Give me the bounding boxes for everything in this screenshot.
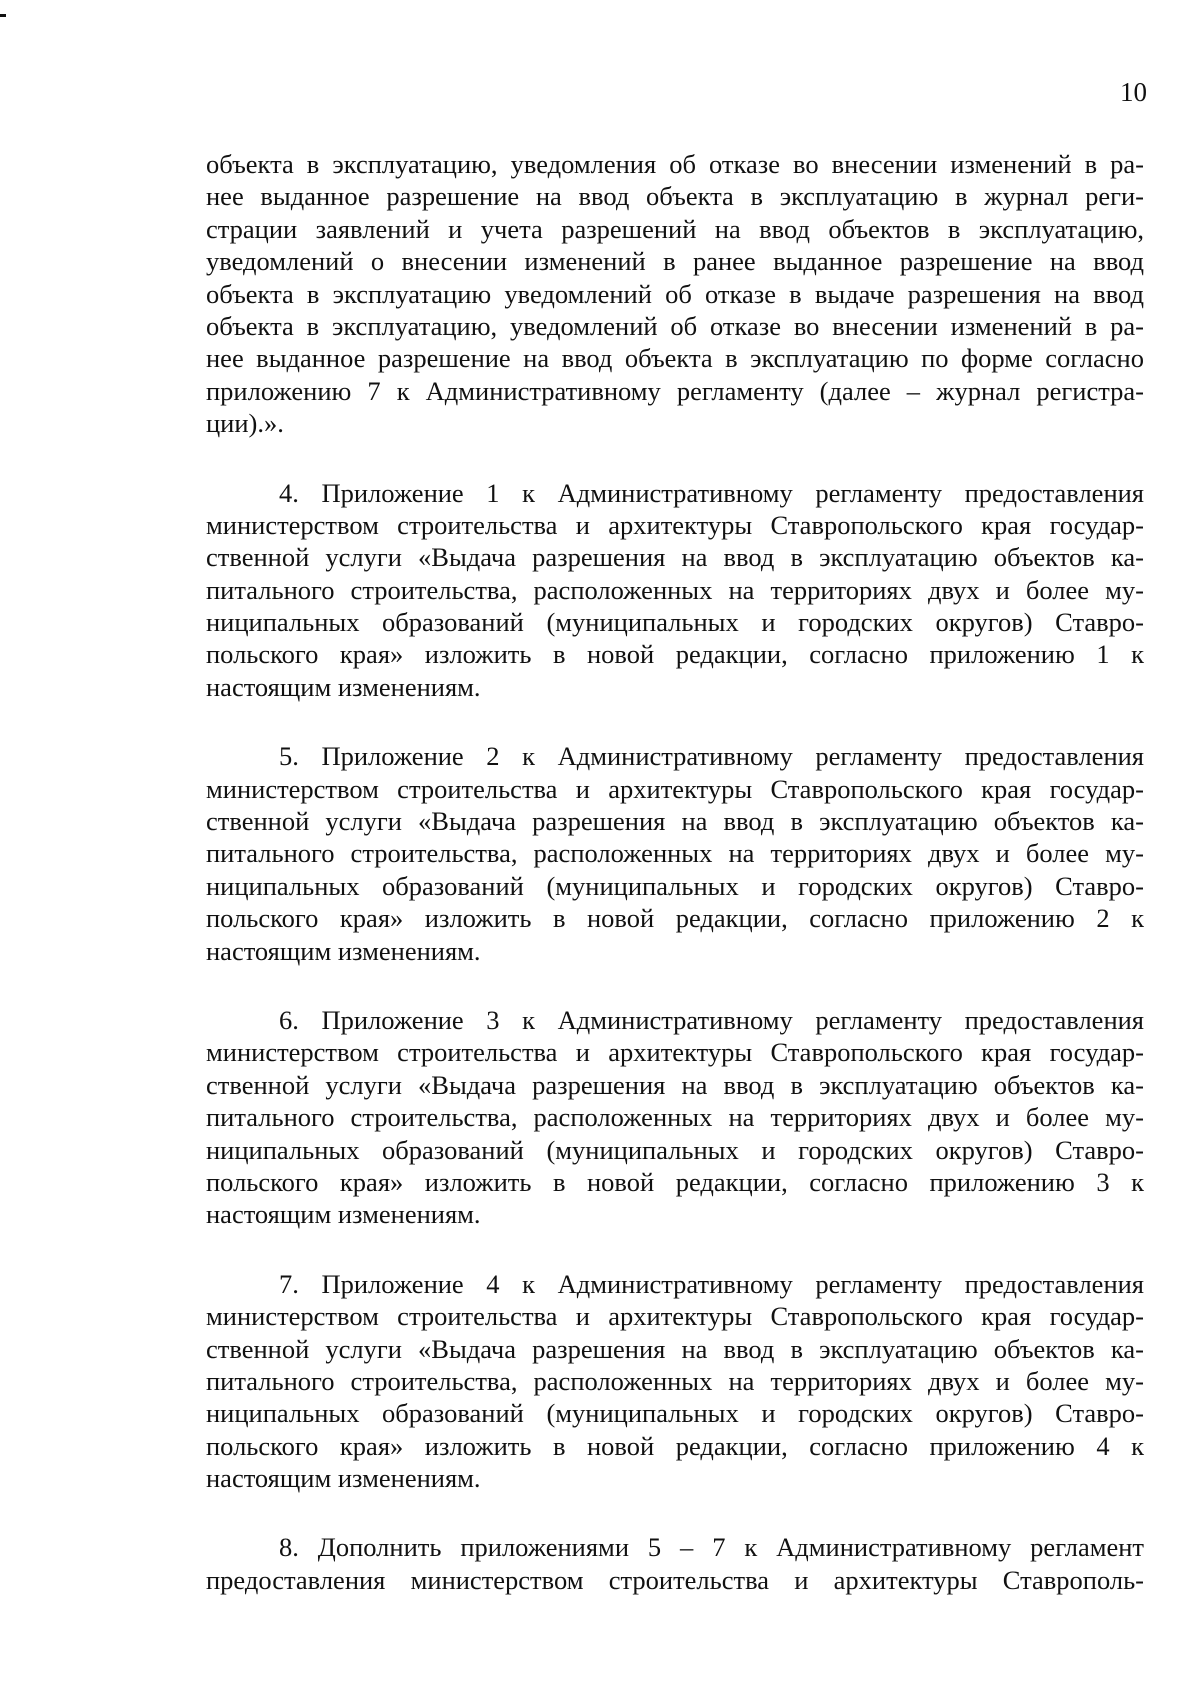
- text-line: ниципальных образований (муниципальных и городских округов) Ставро-: [206, 870, 1144, 901]
- text-line: ниципальных образований (муниципальных и городских округов) Ставро-: [206, 1398, 1144, 1429]
- text-line: польского края» изложить в новой редакции, согласно приложению 4 к: [206, 1430, 1144, 1461]
- text-line: настоящим изменениям.: [206, 671, 481, 702]
- text-line: ственной услуги «Выдача разрешения на ввод в эксплуатацию объектов ка-: [206, 806, 1144, 837]
- text-line: министерством строительства и архитектуры Ставропольского края государ-: [206, 1037, 1144, 1068]
- scan-artifact: [0, 14, 6, 17]
- text-line: объекта в эксплуатацию, уведомления об отказе во внесении изменений в ра-: [206, 149, 1144, 179]
- text-line: питального строительства, расположенных на территориях двух и более му-: [206, 574, 1144, 605]
- text-line: приложению 7 к Административному регламенту (далее – журнал регистра-: [206, 375, 1144, 406]
- text-line: министерством строительства и архитектуры Ставропольского края государ-: [206, 773, 1144, 804]
- text-line: ниципальных образований (муниципальных и городских округов) Ставро-: [206, 1134, 1144, 1165]
- text-line: нее выданное разрешение на ввод объекта в эксплуатацию в журнал реги-: [206, 181, 1144, 212]
- text-line: питального строительства, расположенных на территориях двух и более му-: [206, 1102, 1144, 1133]
- text-line: настоящим изменениям.: [206, 1463, 481, 1494]
- text-line: питального строительства, расположенных на территориях двух и более му-: [206, 838, 1144, 869]
- text-line: настоящим изменениям.: [206, 935, 481, 966]
- text-line: настоящим изменениям.: [206, 1199, 481, 1230]
- text-line: ственной услуги «Выдача разрешения на ввод в эксплуатацию объектов ка-: [206, 1333, 1144, 1364]
- text-line: уведомлений о внесении изменений в ранее выданное разрешение на ввод: [206, 246, 1144, 277]
- document-body: [206, 148, 1144, 1596]
- page-number: 10: [1120, 77, 1147, 107]
- text-line: министерством строительства и архитектуры Ставропольского края государ-: [206, 1301, 1144, 1332]
- text-line: питального строительства, расположенных на территориях двух и более му-: [206, 1365, 1144, 1396]
- text-line: 7. Приложение 4 к Административному регламенту предоставления: [279, 1268, 1144, 1299]
- text-line: польского края» изложить в новой редакции, согласно приложению 3 к: [206, 1166, 1144, 1197]
- text-line: ции).».: [206, 408, 284, 439]
- text-line: ственной услуги «Выдача разрешения на ввод в эксплуатацию объектов ка-: [206, 542, 1144, 573]
- text-line: польского края» изложить в новой редакции, согласно приложению 1 к: [206, 639, 1144, 670]
- text-line: нее выданное разрешение на ввод объекта в эксплуатацию по форме согласно: [206, 343, 1144, 374]
- text-line: ниципальных образований (муниципальных и городских округов) Ставро-: [206, 607, 1144, 638]
- text-line: ственной услуги «Выдача разрешения на ввод в эксплуатацию объектов ка-: [206, 1069, 1144, 1100]
- text-line: предоставления министерством строительства и архитектуры Ставрополь-: [206, 1564, 1144, 1595]
- text-line: объекта в эксплуатацию уведомлений об отказе в выдаче разрешения на ввод: [206, 278, 1144, 309]
- text-line: 5. Приложение 2 к Административному регламенту предоставления: [279, 741, 1144, 772]
- text-line: 6. Приложение 3 к Административному регламенту предоставления: [279, 1004, 1144, 1035]
- text-line: объекта в эксплуатацию, уведомлений об отказе во внесении изменений в ра-: [206, 310, 1144, 341]
- text-line: 4. Приложение 1 к Административному регламенту предоставления: [279, 477, 1144, 508]
- text-line: польского края» изложить в новой редакции, согласно приложению 2 к: [206, 903, 1144, 934]
- text-line: страции заявлений и учета разрешений на ввод объектов в эксплуатацию,: [206, 213, 1144, 244]
- text-line: министерством строительства и архитектуры Ставропольского края государ-: [206, 509, 1144, 540]
- text-line: 8. Дополнить приложениями 5 – 7 к Административному регламент: [279, 1532, 1144, 1563]
